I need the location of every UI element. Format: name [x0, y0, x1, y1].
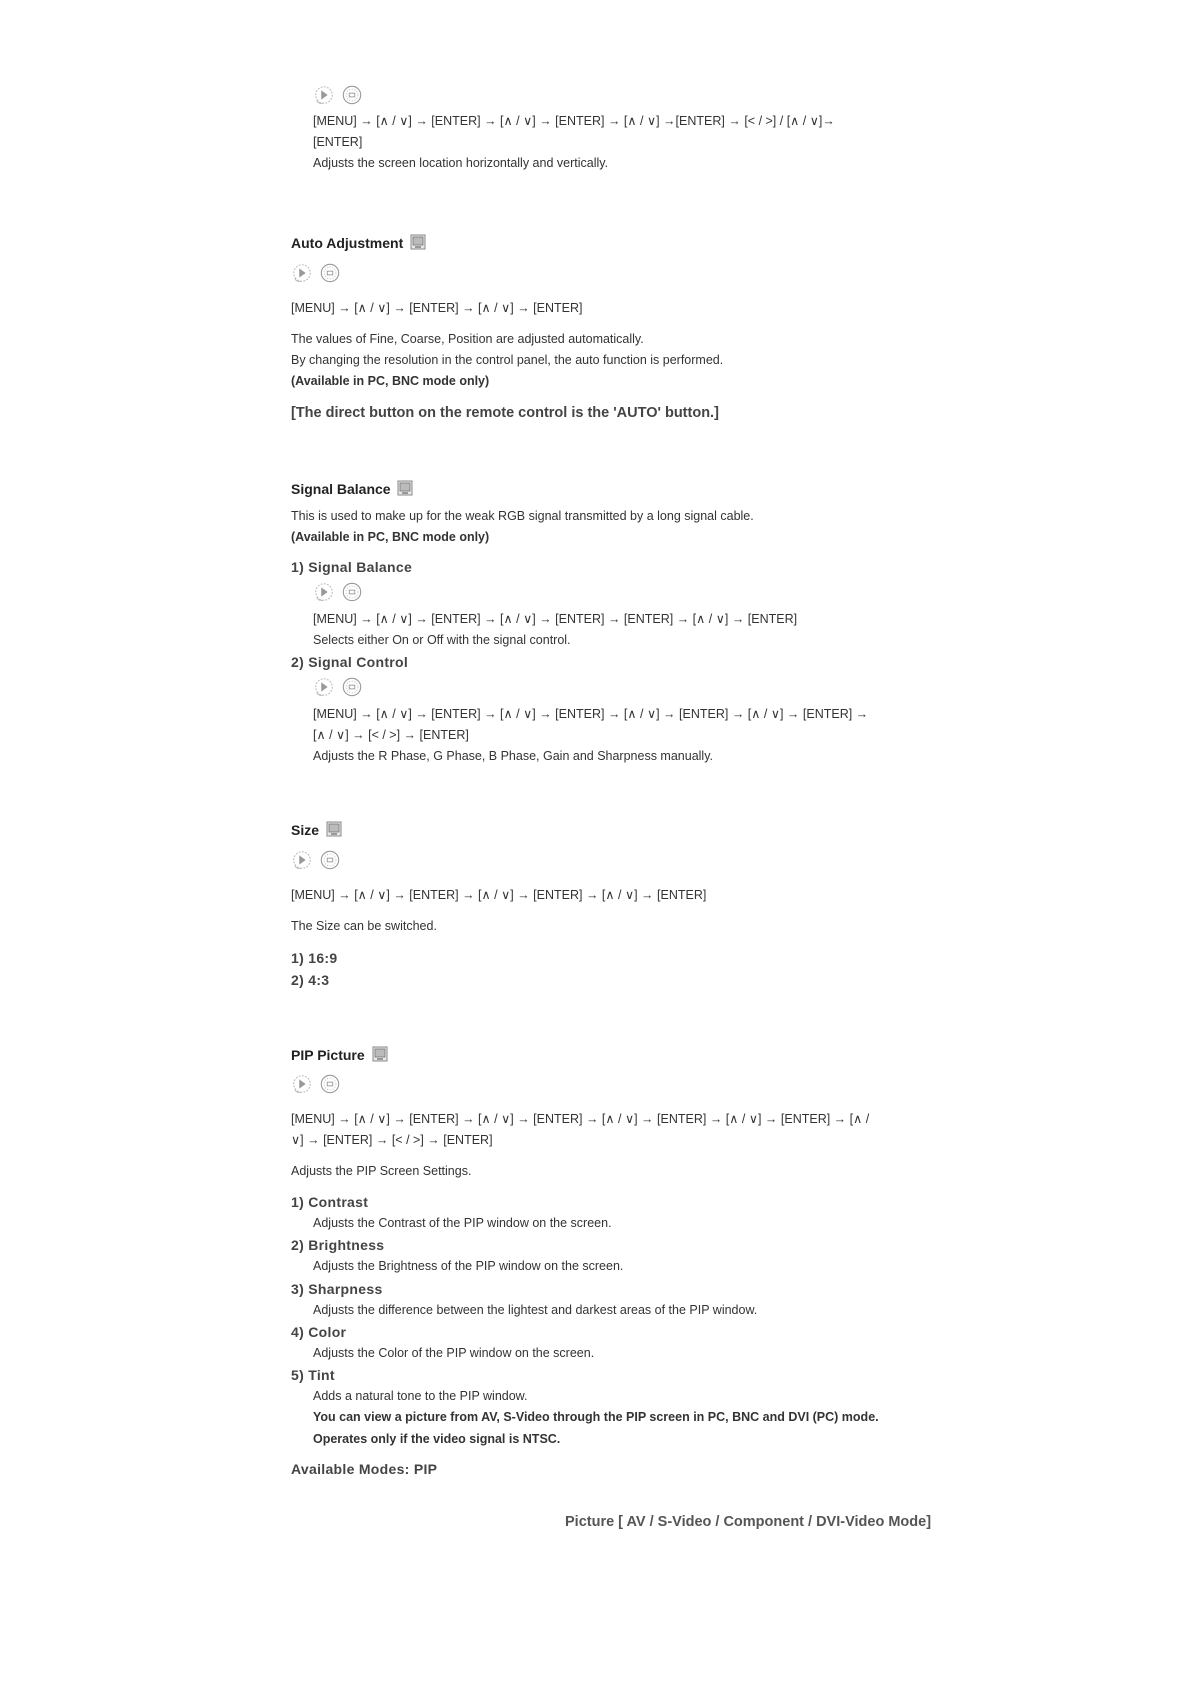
remote-mode-icon: [341, 581, 363, 603]
description: The Size can be switched.: [291, 919, 437, 933]
picture-icon: [397, 480, 413, 496]
next-section-link[interactable]: Picture [ AV / S-Video / Component / DVI-Video Mode]: [565, 1514, 932, 1530]
sub-item-title: 2) Brightness: [291, 1237, 385, 1253]
remote-mode-icon: [319, 262, 341, 284]
remote-mode-icon: [341, 676, 363, 698]
section-title-signal-balance: [291, 480, 413, 496]
menu-path: [MENU] → [∧ / ∨] → [ENTER] → [∧ / ∨] → [ENTER] → [ENTER] → [∧ / ∨] → [ENTER]: [313, 612, 798, 626]
mode-icons: [313, 581, 363, 603]
remote-note: [The direct button on the remote control is the 'AUTO' button.]: [291, 405, 719, 421]
monitor-mode-icon: [291, 849, 313, 871]
section-title-size: [291, 821, 342, 837]
monitor-mode-icon: [291, 262, 313, 284]
sub-item-title: 1) Contrast: [291, 1194, 369, 1210]
remote-mode-icon: [319, 1073, 341, 1095]
description: Adjusts the R Phase, G Phase, B Phase, Gain and Sharpness manually.: [313, 749, 713, 763]
sub-item-desc: Adjusts the difference between the lightest and darkest areas of the PIP window.: [313, 1303, 758, 1317]
sub-item-title: 4) Color: [291, 1324, 347, 1340]
picture-icon: [410, 234, 426, 250]
pip-note: You can view a picture from AV, S-Video through the PIP screen in PC, BNC and DVI (PC) mode.: [313, 1410, 879, 1424]
sub-item-title: 2) Signal Control: [291, 654, 409, 670]
size-option: 1) 16:9: [291, 950, 338, 966]
menu-path: [MENU] → [∧ / ∨] → [ENTER] → [∧ / ∨] → [ENTER] → [∧ / ∨] → [ENTER]: [291, 888, 707, 902]
mode-icons: [291, 849, 341, 871]
mode-note: (Available in PC, BNC mode only): [291, 374, 490, 388]
description: Adjusts the screen location horizontally and vertically.: [313, 156, 609, 170]
menu-path: [MENU] → [∧ / ∨] → [ENTER] → [∧ / ∨] → [ENTER] → [∧ / ∨] → [ENTER] → [∧ / ∨] → [ENTER] →: [313, 707, 869, 721]
monitor-mode-icon: [313, 84, 335, 106]
menu-path: [MENU] → [∧ / ∨] → [ENTER] → [∧ / ∨] → [ENTER] → [∧ / ∨] →[ENTER] → [< / >] / [∧ / ∨]→: [313, 114, 835, 128]
description: The values of Fine, Coarse, Position are adjusted automatically.: [291, 332, 644, 346]
sub-item-desc: Adds a natural tone to the PIP window.: [313, 1389, 528, 1403]
description: By changing the resolution in the control panel, the auto function is performed.: [291, 353, 724, 367]
picture-icon: [372, 1046, 388, 1062]
remote-mode-icon: [319, 849, 341, 871]
section-title-text: Auto Adjustment: [291, 235, 404, 251]
menu-path: [MENU] → [∧ / ∨] → [ENTER] → [∧ / ∨] → [ENTER] → [∧ / ∨] → [ENTER] → [∧ / ∨] → [ENTER] → [∧ /: [291, 1112, 870, 1126]
menu-path-continued: [∧ / ∨] → [< / >] → [ENTER]: [313, 728, 469, 742]
sub-item-desc: Adjusts the Color of the PIP window on the screen.: [313, 1346, 595, 1360]
sub-item-title: 3) Sharpness: [291, 1281, 383, 1297]
monitor-mode-icon: [291, 1073, 313, 1095]
picture-icon: [326, 821, 342, 837]
menu-path: [MENU] → [∧ / ∨] → [ENTER] → [∧ / ∨] → [ENTER]: [291, 301, 583, 315]
monitor-mode-icon: [313, 676, 335, 698]
sub-item-desc: Adjusts the Contrast of the PIP window on the screen.: [313, 1216, 612, 1230]
section-title-text: PIP Picture: [291, 1047, 365, 1063]
mode-note: (Available in PC, BNC mode only): [291, 530, 490, 544]
pip-note: Operates only if the video signal is NTSC.: [313, 1432, 561, 1446]
description: Adjusts the PIP Screen Settings.: [291, 1164, 472, 1178]
remote-mode-icon: [341, 84, 363, 106]
mode-icons: [291, 1073, 341, 1095]
sub-item-title: 5) Tint: [291, 1367, 335, 1383]
section-title-pip-picture: [291, 1046, 388, 1062]
sub-item-title: 1) Signal Balance: [291, 559, 413, 575]
description: This is used to make up for the weak RGB signal transmitted by a long signal cable.: [291, 509, 754, 523]
size-option: 2) 4:3: [291, 972, 330, 988]
section-title-auto-adjustment: [291, 234, 426, 250]
section-title-text: Signal Balance: [291, 481, 391, 497]
sub-item-desc: Adjusts the Brightness of the PIP window on the screen.: [313, 1259, 624, 1273]
description: Selects either On or Off with the signal control.: [313, 633, 571, 647]
menu-path-continued: [ENTER]: [313, 135, 363, 149]
available-modes: Available Modes: PIP: [291, 1461, 438, 1477]
mode-icons: [313, 676, 363, 698]
monitor-mode-icon: [313, 581, 335, 603]
menu-path-continued: ∨] → [ENTER] → [< / >] → [ENTER]: [291, 1133, 493, 1147]
mode-icons: [291, 262, 341, 284]
section-title-text: Size: [291, 822, 320, 838]
mode-icons: [313, 84, 363, 106]
